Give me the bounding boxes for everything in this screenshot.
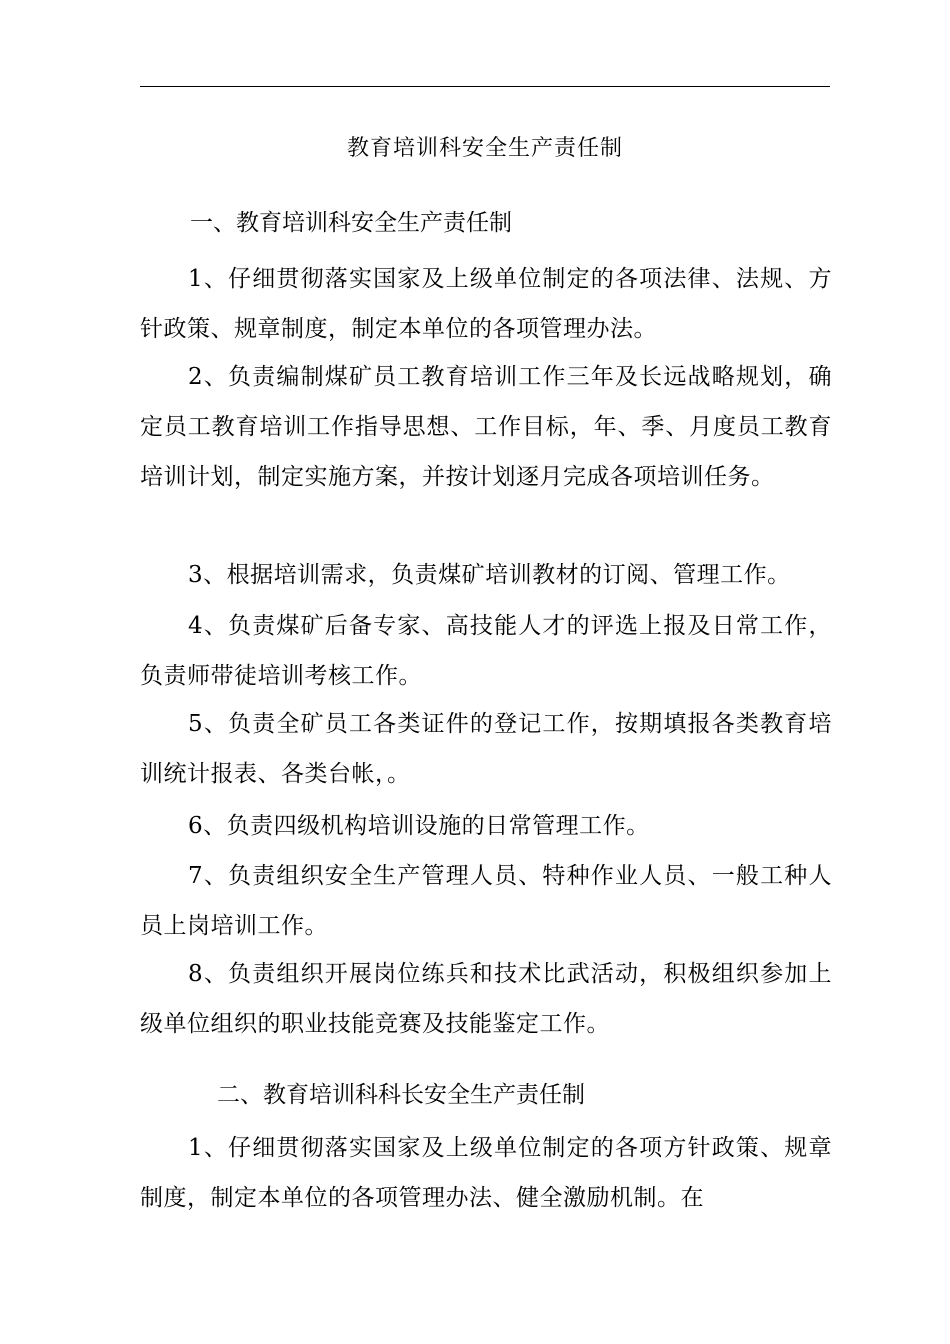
- section-1-item-2: 2、负责编制煤矿员工教育培训工作三年及长远战略规划，确定员工教育培训工作指导思想、工作目标，年、季、月度员工教育培训计划，制定实施方案，并按计划逐月完成各项培训任务。: [140, 364, 832, 490]
- section-1-item-6: 6、负责四级机构培训设施的日常管理工作。: [188, 813, 650, 839]
- section-heading-1: 一、教育培训科安全生产责任制: [190, 210, 512, 236]
- section-1-item-3: 3、根据培训需求，负责煤矿培训教材的订阅、管理工作。: [188, 562, 791, 588]
- document-title: 教育培训科安全生产责任制: [346, 136, 623, 161]
- section-1-item-1: 1、仔细贯彻落实国家及上级单位制定的各项法律、法规、方针政策、规章制度，制定本单位的各项管理办法。: [140, 266, 832, 342]
- header-rule: [140, 86, 830, 87]
- section-1-item-7: 7、负责组织安全生产管理人员、特种作业人员、一般工种人员上岗培训工作。: [140, 863, 832, 939]
- section-1-item-8: 8、负责组织开展岗位练兵和技术比武活动，积极组织参加上级单位组织的职业技能竞赛及技能鉴定工作。: [140, 961, 832, 1037]
- section-1-item-4: 4、负责煤矿后备专家、高技能人才的评选上报及日常工作，负责师带徒培训考核工作。: [140, 613, 832, 689]
- section-2-item-1: 1、仔细贯彻落实国家及上级单位制定的各项方针政策、规章制度，制定本单位的各项管理办法、健全激励机制。在: [140, 1135, 832, 1211]
- section-1-item-5: 5、负责全矿员工各类证件的登记工作，按期填报各类教育培训统计报表、各类台帐，。: [140, 711, 832, 787]
- section-heading-2: 二、教育培训科科长安全生产责任制: [217, 1082, 585, 1108]
